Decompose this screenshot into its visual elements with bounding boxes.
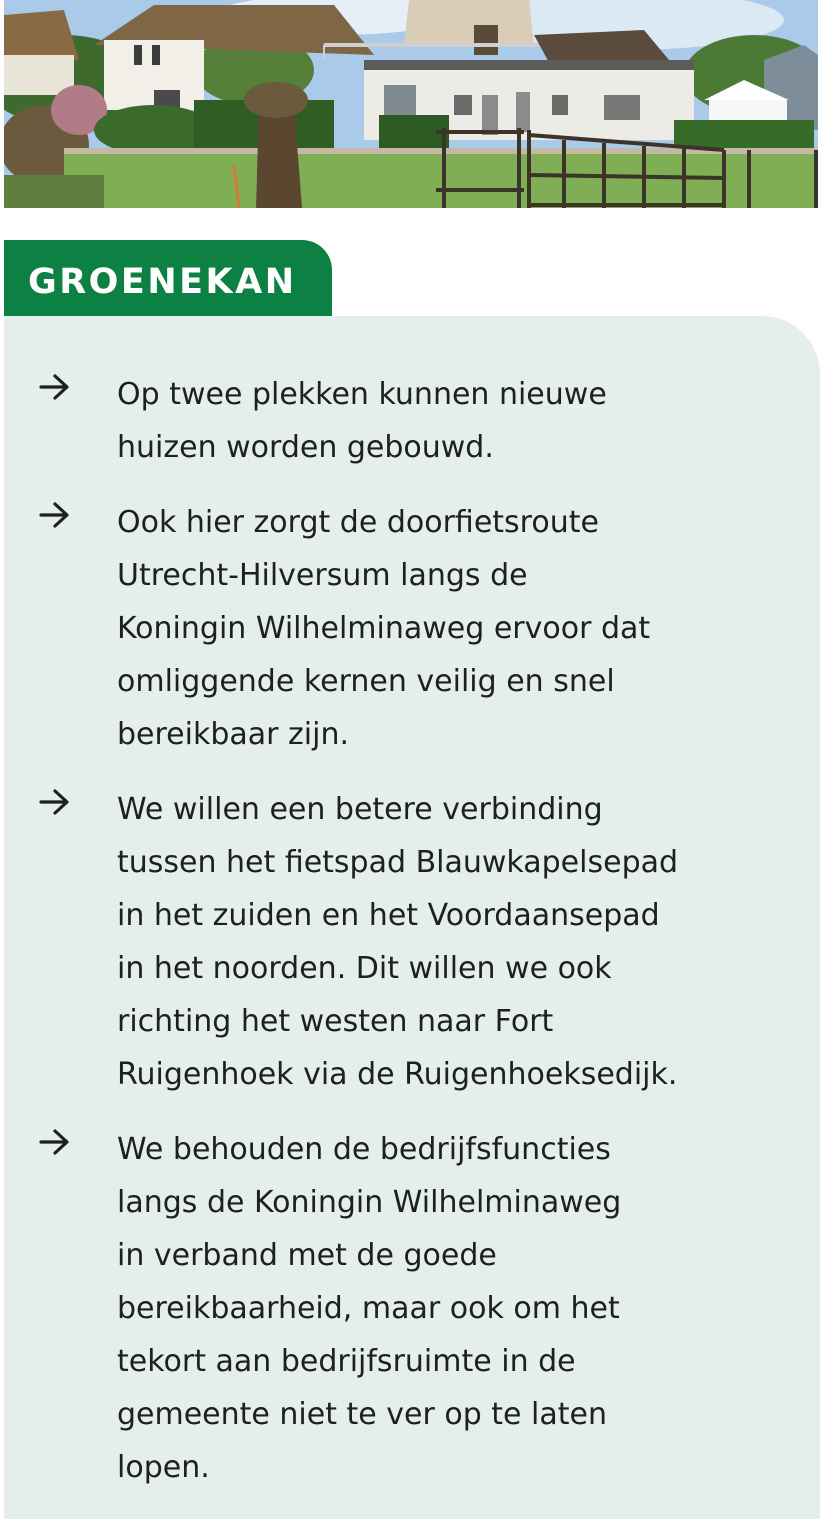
text-line: We behouden de bedrijfsfuncties: [117, 1132, 611, 1167]
content-panel: [4, 316, 820, 1519]
text-line: in het noorden. Dit willen we ook: [117, 951, 612, 986]
village-scene-illustration: [4, 0, 818, 208]
list-item: [4, 496, 820, 761]
arrow-right-icon: [38, 1127, 72, 1157]
header-photo: [4, 0, 818, 208]
text-line: richting het westen naar Fort: [117, 1004, 554, 1039]
text-line: bereikbaar zijn.: [117, 717, 349, 752]
list-item: [4, 368, 820, 474]
text-line: tekort aan bedrijfsruimte in de: [117, 1344, 576, 1379]
arrow-right-icon: [38, 787, 72, 817]
text-line: omliggende kernen veilig en snel: [117, 664, 615, 699]
text-line: Utrecht-Hilversum langs de: [117, 558, 528, 593]
text-line: Op twee plekken kunnen nieuwe: [117, 377, 607, 412]
bullet-text: [4, 1123, 717, 1494]
text-line: in verband met de goede: [117, 1238, 497, 1273]
text-line: Ruigenhoek via de Ruigenhoeksedijk.: [117, 1057, 678, 1092]
text-line: Koningin Wilhelminaweg ervoor dat: [117, 611, 651, 646]
bullet-text: [4, 368, 717, 474]
page-title: GROENEKAN: [28, 262, 297, 302]
text-line: in het zuiden en het Voordaansepad: [117, 898, 660, 933]
bullet-text: [4, 783, 717, 1101]
bullet-list: [4, 368, 820, 1516]
arrow-right-icon: [38, 500, 72, 530]
text-line: tussen het fietspad Blauwkapelsepad: [117, 845, 679, 880]
arrow-right-icon: [38, 372, 72, 402]
text-line: We willen een betere verbinding: [117, 792, 603, 827]
list-item: [4, 783, 820, 1101]
list-item: [4, 1123, 820, 1494]
section-title-tab: [4, 240, 332, 316]
text-line: bereikbaarheid, maar ook om het: [117, 1291, 620, 1326]
text-line: gemeente niet te ver op te laten: [117, 1397, 607, 1432]
text-line: huizen worden gebouwd.: [117, 430, 494, 465]
text-line: Ook hier zorgt de doorfietsroute: [117, 505, 599, 540]
text-line: langs de Koningin Wilhelminaweg: [117, 1185, 622, 1220]
bullet-text: [4, 496, 717, 761]
text-line: lopen.: [117, 1450, 210, 1485]
